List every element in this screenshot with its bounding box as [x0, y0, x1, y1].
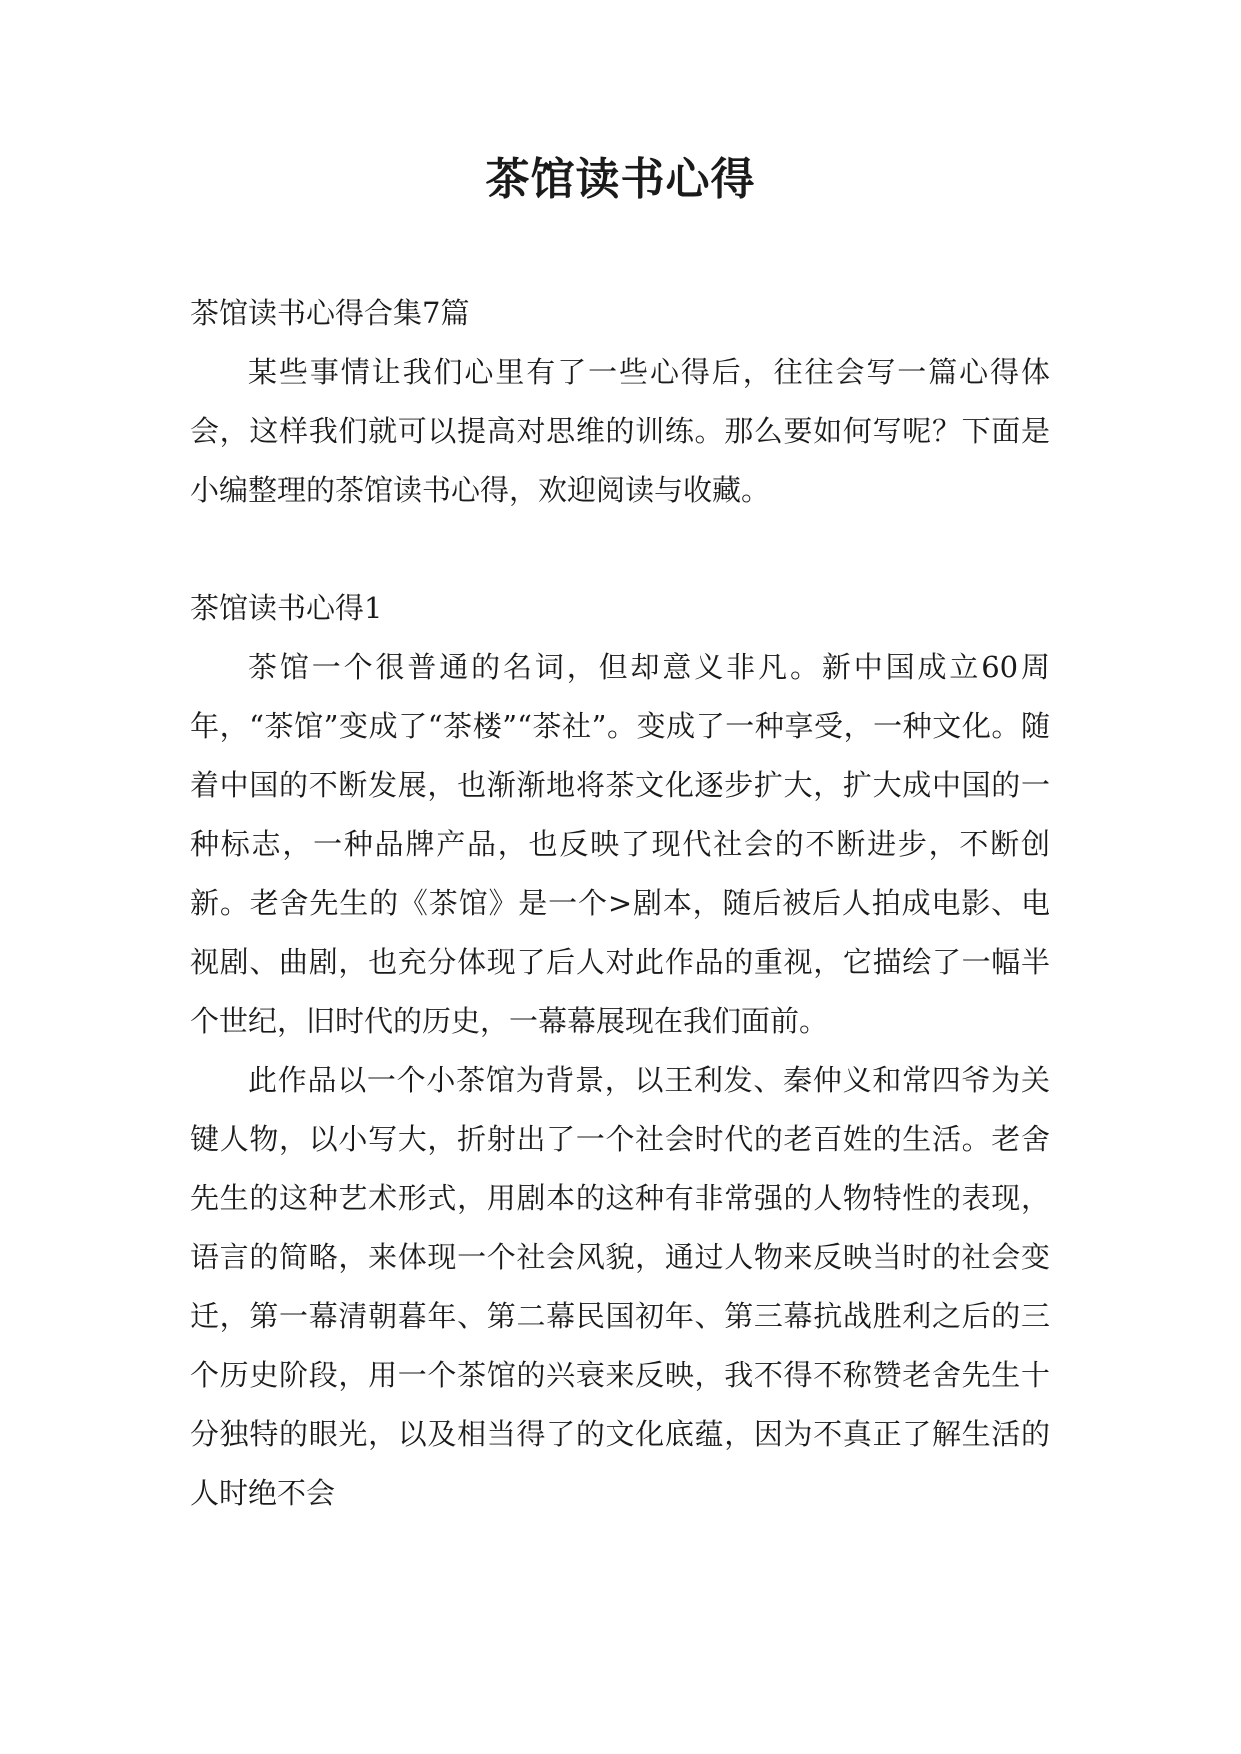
document-title: 茶馆读书心得 [485, 154, 756, 205]
subtitle: 茶馆读书心得合集7篇 [190, 296, 470, 330]
section-heading: 茶馆读书心得1 [190, 591, 383, 625]
body-paragraph: 此作品以一个小茶馆为背景，以王利发、秦仲义和常四爷为关键人物，以小写大，折射出了一个社会时代的老百姓的生活。老舍先生的这种艺术形式，用剧本的这种有非常强的人物特性的表现，语言的简略，来体现一个社会风貌，通过人物来反映当时的社会变迁，第一幕清朝暮年、第二幕民国初年、第三幕抗战胜利之后的三个历史阶段，用一个茶馆的兴衰来反映，我不得不称赞老舍先生十分独特的眼光，以及相当得了的文化底蕴，因为不真正了解生活的人时绝不会 [190, 1063, 1050, 1510]
body-paragraph: 茶馆一个很普通的名词，但却意义非凡。新中国成立60周年，“茶馆”变成了“茶楼”“茶社”。变成了一种享受，一种文化。随着中国的不断发展，也渐渐地将茶文化逐步扩大，扩大成中国的一种标志，一种品牌产品，也反映了现代社会的不断进步，不断创新。老舍先生的《茶馆》是一个>剧本，随后被后人拍成电影、电视剧、曲剧，也充分体现了后人对此作品的重视，它描绘了一幅半个世纪，旧时代的历史，一幕幕展现在我们面前。 [190, 650, 1050, 1038]
section-gap [190, 520, 1050, 579]
document-body [190, 284, 1050, 1523]
intro-paragraph: 某些事情让我们心里有了一些心得后，往往会写一篇心得体会，这样我们就可以提高对思维的训练。那么要如何写呢？下面是小编整理的茶馆读书心得，欢迎阅读与收藏。 [190, 355, 1050, 507]
